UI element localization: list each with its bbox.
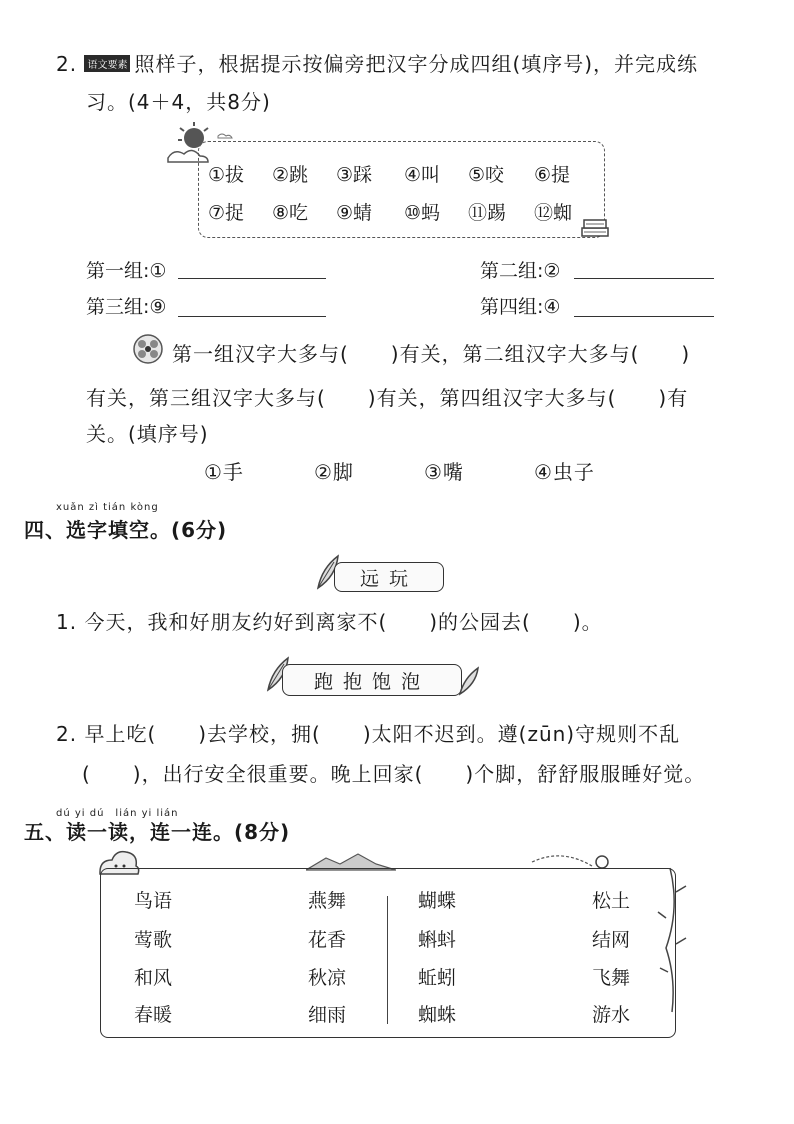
group3-answer-line[interactable] bbox=[178, 316, 326, 317]
leaf-icon bbox=[456, 664, 482, 698]
match-col4-2[interactable]: 结网 bbox=[592, 929, 631, 951]
q2-instruction-2: 习。(4＋4，共8分) bbox=[86, 90, 271, 114]
section4-title: 四、选字填空。(6分) bbox=[24, 518, 228, 542]
flower-icon bbox=[128, 332, 168, 366]
section5-pinyin: dú yi dú lián yi lián bbox=[56, 808, 179, 819]
char-opt-9: ⑨蜻 bbox=[336, 202, 373, 224]
char-opt-1: ①拔 bbox=[208, 164, 245, 186]
matching-box bbox=[100, 868, 676, 1038]
match-col1-1[interactable]: 鸟语 bbox=[134, 890, 173, 912]
match-col4-1[interactable]: 松土 bbox=[592, 890, 631, 912]
match-col3-1[interactable]: 蝴蝶 bbox=[418, 890, 457, 912]
fill-text-2: 有关，第三组汉字大多与( )有关，第四组汉字大多与( )有 bbox=[86, 386, 689, 410]
choice-4: ④虫子 bbox=[534, 460, 595, 484]
group1-answer-line[interactable] bbox=[178, 278, 326, 279]
match-col1-4[interactable]: 春暖 bbox=[134, 1004, 173, 1026]
char-opt-7: ⑦捉 bbox=[208, 202, 245, 224]
char-opt-5: ⑤咬 bbox=[468, 164, 505, 186]
word-banner-1: 远玩 bbox=[334, 562, 444, 592]
char-opt-10: ⑩蚂 bbox=[404, 202, 441, 224]
match-col3-2[interactable]: 蝌蚪 bbox=[418, 929, 457, 951]
match-col3-4[interactable]: 蜘蛛 bbox=[418, 1004, 457, 1026]
word-banner-2: 跑抱饱泡 bbox=[282, 664, 462, 696]
section5-title: 五、读一读，连一连。(8分) bbox=[24, 820, 291, 844]
choice-3: ③嘴 bbox=[424, 460, 464, 484]
char-opt-3: ③踩 bbox=[336, 164, 373, 186]
match-col2-4[interactable]: 细雨 bbox=[308, 1004, 347, 1026]
match-col2-1[interactable]: 燕舞 bbox=[308, 890, 347, 912]
group4-example: ④ bbox=[543, 296, 561, 318]
group2-answer-line[interactable] bbox=[574, 278, 714, 279]
match-col4-3[interactable]: 飞舞 bbox=[592, 967, 631, 989]
group4-answer-line[interactable] bbox=[574, 316, 714, 317]
group4: 第四组:④ bbox=[480, 296, 561, 318]
column-divider bbox=[387, 896, 388, 1024]
char-opt-2: ②跳 bbox=[272, 164, 309, 186]
group1: 第一组:① bbox=[86, 260, 167, 282]
choice-1: ①手 bbox=[204, 460, 244, 484]
match-col4-4[interactable]: 游水 bbox=[592, 1004, 631, 1026]
match-col2-3[interactable]: 秋凉 bbox=[308, 967, 347, 989]
match-col2-2[interactable]: 花香 bbox=[308, 929, 347, 951]
s4-item1: 1. 今天，我和好朋友约好到离家不( )的公园去( )。 bbox=[56, 610, 603, 634]
q2-instruction-1: 照样子，根据提示按偏旁把汉字分成四组(填序号)，并完成练 bbox=[134, 52, 699, 76]
match-col1-2[interactable]: 莺歌 bbox=[134, 929, 173, 951]
books-icon bbox=[580, 214, 610, 240]
q2-badge: 语文要素 bbox=[84, 55, 130, 72]
group2-example: ② bbox=[543, 260, 561, 282]
match-col3-3[interactable]: 蚯蚓 bbox=[418, 967, 457, 989]
q2-number: 2. bbox=[56, 52, 78, 76]
char-opt-4: ④叫 bbox=[404, 164, 441, 186]
group1-example: ① bbox=[149, 260, 167, 282]
fill-text-1: 第一组汉字大多与( )有关，第二组汉字大多与( ) bbox=[172, 342, 691, 366]
choice-2: ②脚 bbox=[314, 460, 354, 484]
match-col1-3[interactable]: 和风 bbox=[134, 967, 173, 989]
char-opt-6: ⑥提 bbox=[534, 164, 571, 186]
group3-example: ⑨ bbox=[149, 296, 167, 318]
group2: 第二组:② bbox=[480, 260, 561, 282]
section4-pinyin: xuǎn zì tián kòng bbox=[56, 502, 159, 513]
s4-item2-line1: 2. 早上吃( )去学校，拥( )太阳不迟到。遵(zūn)守规则不乱 bbox=[56, 722, 681, 746]
fill-text-3: 关。(填序号) bbox=[86, 422, 209, 446]
group3: 第三组:⑨ bbox=[86, 296, 167, 318]
char-opt-8: ⑧吃 bbox=[272, 202, 309, 224]
char-opt-11: ⑪踢 bbox=[468, 202, 507, 224]
q2-line1 bbox=[56, 48, 698, 77]
s4-item2-line2: ( )，出行安全很重要。晚上回家( )个脚，舒舒服服睡好觉。 bbox=[82, 762, 706, 786]
char-opt-12: ⑫蜘 bbox=[534, 202, 573, 224]
